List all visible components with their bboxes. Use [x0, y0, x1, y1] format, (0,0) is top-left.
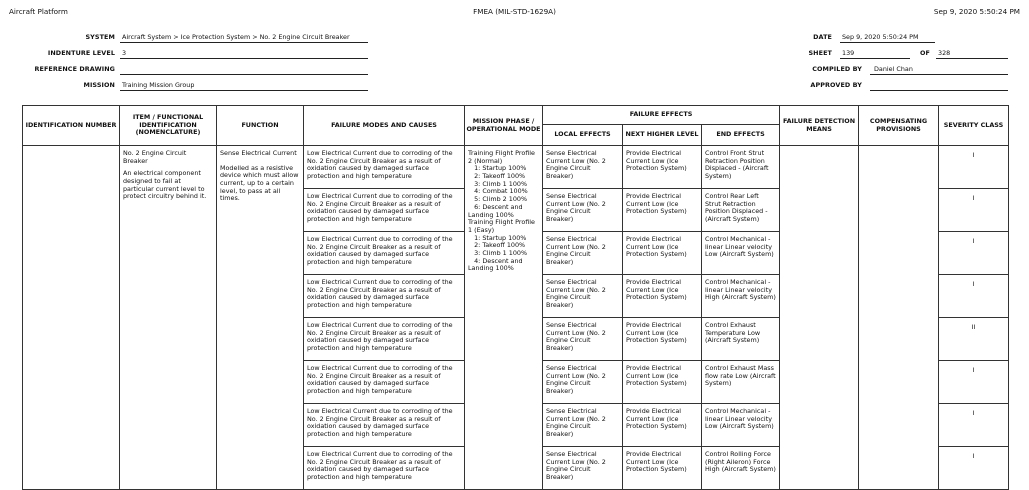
severity-cell: I	[939, 361, 1009, 404]
end-effects-cell: Control Mechanical - linear Linear velocity High (Aircraft System)	[702, 275, 780, 318]
col-compensating: COMPENSATING PROVISIONS	[859, 106, 939, 146]
table-row	[23, 146, 1009, 189]
col-severity: SEVERITY CLASS	[939, 106, 1009, 146]
next-higher-cell: Provide Electrical Current Low (Ice Protection System)	[623, 189, 702, 232]
mission-value: Training Mission Group	[120, 80, 368, 91]
col-failure-effects: FAILURE EFFECTS	[543, 106, 780, 125]
severity-cell: I	[939, 189, 1009, 232]
compiled-label: COMPILED BY	[812, 65, 862, 73]
compiled-row	[790, 64, 1020, 76]
approved-row	[790, 80, 1020, 92]
end-effects-cell: Control Rear Left Strut Retraction Position Displaced - (Aircraft System)	[702, 189, 780, 232]
next-higher-cell: Provide Electrical Current Low (Ice Protection System)	[623, 146, 702, 189]
next-higher-cell: Provide Electrical Current Low (Ice Protection System)	[623, 361, 702, 404]
next-higher-cell: Provide Electrical Current Low (Ice Protection System)	[623, 404, 702, 447]
compiled-value: Daniel Chan	[870, 64, 1008, 75]
date-value: Sep 9, 2020 5:50:24 PM	[840, 32, 935, 43]
item-cell	[120, 146, 217, 490]
next-higher-cell: Provide Electrical Current Low (Ice Protection System)	[623, 447, 702, 490]
end-effects-cell: Control Front Strut Retraction Position Displaced - (Aircraft System)	[702, 146, 780, 189]
failure-mode-cell: Low Electrical Current due to corroding of the No. 2 Engine Circuit Breaker as a result of oxidation caused by damaged surface protection and high temperature	[304, 232, 465, 275]
system-value: Aircraft System > Ice Protection System > No. 2 Engine Circuit Breaker	[120, 32, 368, 43]
mission-label: MISSION	[83, 81, 115, 89]
col-mission-phase: MISSION PHASE / OPERATIONAL MODE	[465, 106, 543, 146]
fmea-table-body	[23, 146, 1009, 490]
failure-mode-cell: Low Electrical Current due to corroding of the No. 2 Engine Circuit Breaker as a result of oxidation caused by damaged surface protection and high temperature	[304, 447, 465, 490]
indenture-row	[0, 48, 380, 60]
severity-cell: I	[939, 146, 1009, 189]
end-effects-cell: Control Exhaust Mass flow rate Low (Aircraft System)	[702, 361, 780, 404]
col-detection: FAILURE DETECTION MEANS	[780, 106, 859, 146]
col-failure-modes: FAILURE MODES AND CAUSES	[304, 106, 465, 146]
local-effects-cell: Sense Electrical Current Low (No. 2 Engine Circuit Breaker)	[543, 404, 623, 447]
col-next-higher: NEXT HIGHER LEVEL	[623, 125, 702, 146]
end-effects-cell: Control Rolling Force (Right Aileron) Force High (Aircraft System)	[702, 447, 780, 490]
end-effects-cell: Control Mechanical - linear Linear velocity Low (Aircraft System)	[702, 232, 780, 275]
identification-cell	[23, 146, 120, 490]
severity-cell: I	[939, 404, 1009, 447]
page-top-bar	[0, 7, 1029, 19]
local-effects-cell: Sense Electrical Current Low (No. 2 Engine Circuit Breaker)	[543, 275, 623, 318]
of-label: OF	[920, 49, 930, 57]
date-label: DATE	[813, 33, 832, 41]
of-value: 328	[936, 48, 1008, 59]
function-name: Sense Electrical Current	[220, 149, 297, 157]
item-name: No. 2 Engine Circuit Breaker	[123, 149, 187, 165]
function-cell	[217, 146, 304, 490]
mission-row	[0, 80, 380, 92]
mission-phase-text: Training Flight Profile 2 (Normal) 1: Startup 100% 2: Takeoff 100% 3: Climb 1 100% 4: Combat 100% 5: Climb 2 100% 6: Descent and Landing 100% Training Flight Profile 1 (Easy) 1: Startup 100% 2: Takeoff 100% 3: Climb 1 100% 4: Descent and Landing 100%	[468, 149, 535, 273]
indenture-label: INDENTURE LEVEL	[47, 49, 115, 57]
local-effects-cell: Sense Electrical Current Low (No. 2 Engine Circuit Breaker)	[543, 361, 623, 404]
sheet-value: 139	[840, 48, 910, 59]
col-identification: IDENTIFICATION NUMBER	[23, 106, 120, 146]
failure-mode-cell: Low Electrical Current due to corroding of the No. 2 Engine Circuit Breaker as a result of oxidation caused by damaged surface protection and high temperature	[304, 146, 465, 189]
failure-mode-cell: Low Electrical Current due to corroding of the No. 2 Engine Circuit Breaker as a result of oxidation caused by damaged surface protection and high temperature	[304, 404, 465, 447]
reference-value	[120, 64, 368, 75]
next-higher-cell: Provide Electrical Current Low (Ice Protection System)	[623, 318, 702, 361]
fmea-table	[22, 105, 1009, 490]
approved-value	[870, 80, 1008, 91]
compensating-cell	[859, 146, 939, 490]
system-label: SYSTEM	[85, 33, 115, 41]
col-function: FUNCTION	[217, 106, 304, 146]
local-effects-cell: Sense Electrical Current Low (No. 2 Engine Circuit Breaker)	[543, 232, 623, 275]
mission-phase-cell	[465, 146, 543, 490]
detection-cell	[780, 146, 859, 490]
end-effects-cell: Control Exhaust Temperature Low (Aircraft System)	[702, 318, 780, 361]
col-end-effects: END EFFECTS	[702, 125, 780, 146]
end-effects-cell: Control Mechanical - linear Linear velocity Low (Aircraft System)	[702, 404, 780, 447]
failure-mode-cell: Low Electrical Current due to corroding of the No. 2 Engine Circuit Breaker as a result of oxidation caused by damaged surface protection and high temperature	[304, 275, 465, 318]
severity-cell: I	[939, 275, 1009, 318]
severity-cell: II	[939, 318, 1009, 361]
sheet-row	[790, 48, 1020, 60]
reference-label: REFERENCE DRAWING	[34, 65, 115, 73]
date-row	[790, 32, 1020, 44]
next-higher-cell: Provide Electrical Current Low (Ice Protection System)	[623, 275, 702, 318]
severity-cell: I	[939, 447, 1009, 490]
print-timestamp: Sep 9, 2020 5:50:24 PM	[933, 7, 1020, 16]
indenture-value: 3	[120, 48, 368, 59]
reference-row	[0, 64, 380, 76]
item-description: An electrical component designed to fail at particular current level to protect circuitry behind it.	[123, 169, 207, 201]
col-local-effects: LOCAL EFFECTS	[543, 125, 623, 146]
failure-mode-cell: Low Electrical Current due to corroding of the No. 2 Engine Circuit Breaker as a result of oxidation caused by damaged surface protection and high temperature	[304, 189, 465, 232]
local-effects-cell: Sense Electrical Current Low (No. 2 Engine Circuit Breaker)	[543, 447, 623, 490]
failure-mode-cell: Low Electrical Current due to corroding of the No. 2 Engine Circuit Breaker as a result of oxidation caused by damaged surface protection and high temperature	[304, 318, 465, 361]
document-title: FMEA (MIL-STD-1629A)	[473, 7, 556, 16]
system-row	[0, 32, 380, 44]
sheet-label: SHEET	[808, 49, 832, 57]
local-effects-cell: Sense Electrical Current Low (No. 2 Engine Circuit Breaker)	[543, 189, 623, 232]
failure-mode-cell: Low Electrical Current due to corroding of the No. 2 Engine Circuit Breaker as a result of oxidation caused by damaged surface protection and high temperature	[304, 361, 465, 404]
next-higher-cell: Provide Electrical Current Low (Ice Protection System)	[623, 232, 702, 275]
col-item: ITEM / FUNCTIONAL IDENTIFICATION (NOMENCLATURE)	[120, 106, 217, 146]
approved-label: APPROVED BY	[810, 81, 862, 89]
local-effects-cell: Sense Electrical Current Low (No. 2 Engine Circuit Breaker)	[543, 146, 623, 189]
local-effects-cell: Sense Electrical Current Low (No. 2 Engine Circuit Breaker)	[543, 318, 623, 361]
platform-name: Aircraft Platform	[9, 7, 68, 16]
function-description: Modelled as a resistive device which must allow current, up to a certain level, to pass at all times.	[220, 163, 299, 203]
severity-cell: I	[939, 232, 1009, 275]
